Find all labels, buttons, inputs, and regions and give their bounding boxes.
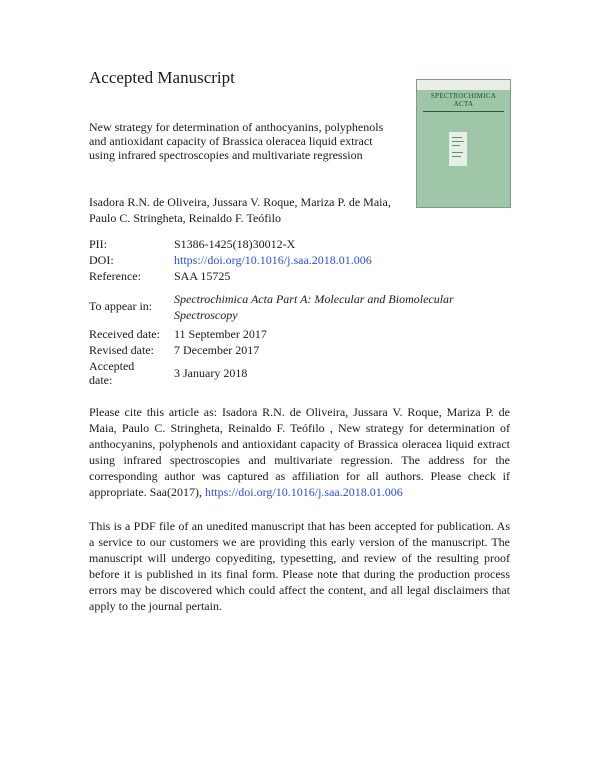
accepted-label-line1: Accepted [89, 359, 135, 373]
page-heading: Accepted Manuscript [89, 68, 235, 87]
accepted-label-line2: date: [89, 373, 113, 387]
article-title: New strategy for determination of anthocyanins, polyphenols and antioxidant capacity of Brassica oleracea liquid extract using infrared spectroscopies and multivariate regression [89, 120, 384, 162]
appear-in-value [174, 291, 454, 323]
citation-text: Please cite this article as: Isadora R.N. de Oliveira, Jussara V. Roque, Mariza P. de Maia, Paulo C. Stringheta, Reinaldo F. Teófilo , New strategy for determination of anthocyanins, polyphenols and antioxidant capacity of Brassica oleracea liquid extract using infrared spectroscopies and multivariate regression. The address for the corresponding author was captured as affiliation for all authors. Please check if appropriate. Saa(2017), [89, 405, 510, 499]
journal-cover-image [416, 79, 511, 208]
appear-in-label: To appear in: [89, 299, 153, 313]
cover-inset-box [449, 132, 467, 166]
received-date-label: Received date: [89, 327, 160, 341]
appear-in-line1: Spectrochimica Acta Part A: Molecular and Biomolecular [174, 292, 454, 306]
reference-value: SAA 15725 [174, 269, 231, 283]
doi-link[interactable]: https://doi.org/10.1016/j.saa.2018.01.006 [174, 253, 372, 267]
cover-journal-title [417, 92, 510, 108]
citation-doi-link[interactable]: https://doi.org/10.1016/j.saa.2018.01.006 [204, 485, 403, 499]
appear-in-line2: Spectroscopy [174, 308, 238, 322]
revised-date-label: Revised date: [89, 343, 154, 357]
received-date-value: 11 September 2017 [174, 327, 267, 341]
accepted-date-label [89, 359, 134, 387]
citation-paragraph [89, 404, 510, 500]
accepted-date-value: 3 January 2018 [174, 366, 248, 380]
reference-label: Reference: [89, 269, 141, 283]
cover-rule [423, 111, 504, 112]
revised-date-value: 7 December 2017 [174, 343, 260, 357]
pii-value: S1386-1425(18)30012-X [174, 237, 296, 251]
cover-journal-line2: ACTA [453, 100, 474, 108]
doi-label: DOI: [89, 253, 114, 267]
disclaimer-paragraph: This is a PDF file of an unedited manuscript that has been accepted for publication. As a service to our customers we are providing this early version of the manuscript. The manuscript will undergo copyediting, typesetting, and review of the resulting proof before it is published in its final form. Please note that during the production process errors may be discovered which could affect the content, and all legal disclaimers that apply to the journal pertain. [89, 519, 510, 613]
cover-top-strip [417, 80, 510, 90]
pii-label: PII: [89, 237, 107, 251]
article-authors: Isadora R.N. de Oliveira, Jussara V. Roque, Mariza P. de Maia, Paulo C. Stringheta, Reinaldo F. Teófilo [89, 195, 391, 225]
cover-journal-line1: SPECTROCHIMICA [430, 92, 497, 100]
